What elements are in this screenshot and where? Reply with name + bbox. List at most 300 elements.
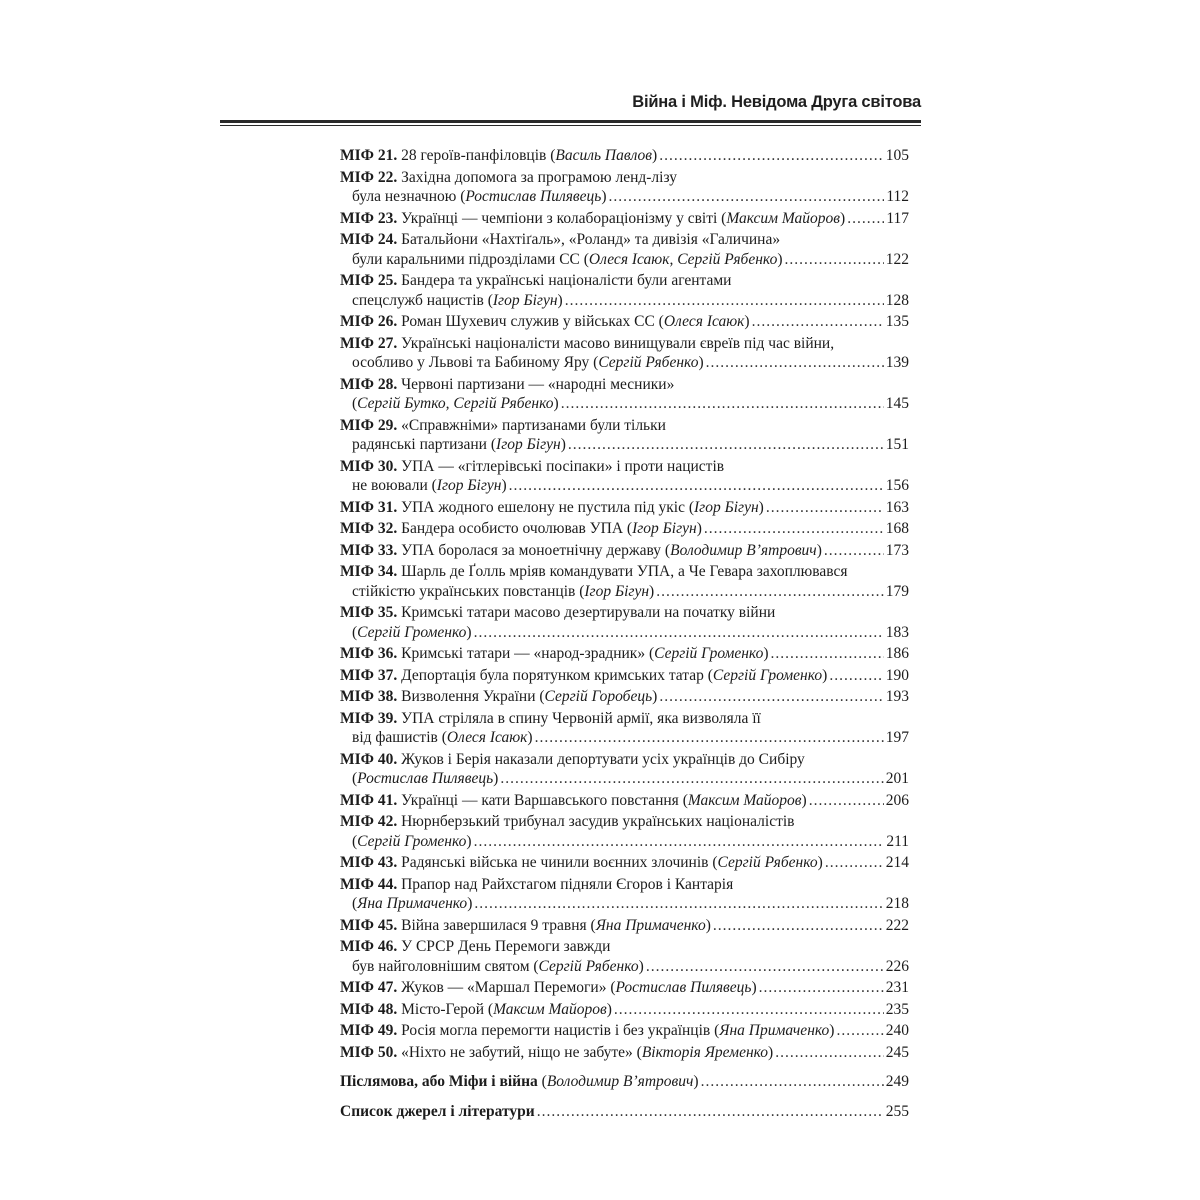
toc-author: Ігор Бігун [584, 582, 650, 600]
toc-page-number: 222 [885, 916, 909, 934]
toc-text [340, 666, 827, 686]
toc-title: 28 героїв-панфіловців ( [401, 147, 556, 164]
toc-entry [340, 1021, 909, 1041]
toc-page-number: 151 [885, 436, 909, 453]
toc-title: був найголовнішим святом ( [352, 957, 539, 975]
toc-title: УПА стріляла в спину Червоній армії, яка визволяла її [401, 709, 761, 727]
toc-entry [340, 1043, 909, 1063]
toc-title: Українці — кати Варшавського повстання ( [401, 791, 688, 809]
toc-line [340, 271, 909, 291]
toc-close-paren: ) [601, 188, 607, 205]
toc-line [340, 476, 909, 496]
toc-close-paren: ) [751, 979, 757, 996]
toc-line [340, 1102, 909, 1122]
toc-label: МІФ 34. [340, 563, 398, 580]
toc-entry [340, 541, 909, 561]
toc-entry [340, 519, 909, 539]
toc-text [340, 1021, 834, 1041]
toc-close-paren: ) [527, 729, 533, 746]
toc-line [340, 1021, 909, 1041]
toc-close-paren: ) [768, 1043, 774, 1061]
toc-page-number: 249 [885, 1073, 909, 1090]
toc-line [340, 769, 909, 789]
toc-text [352, 187, 607, 207]
toc-close-paren: ) [652, 688, 658, 705]
toc-text [352, 957, 644, 977]
toc-line [340, 937, 909, 957]
toc-line [340, 666, 909, 686]
toc-label: МІФ 29. [340, 416, 398, 434]
toc-author: Володимир В’ятрович [546, 1073, 694, 1090]
dot-leader [565, 291, 884, 311]
toc-label: МІФ 44. [340, 875, 398, 893]
toc-line [340, 168, 909, 188]
toc-entry [340, 666, 909, 686]
toc-entry [340, 603, 909, 642]
toc-label: МІФ 42. [340, 813, 398, 830]
toc-entry [340, 853, 909, 873]
toc-title: ( [352, 623, 358, 641]
toc-label: МІФ 25. [340, 272, 398, 289]
dot-leader [775, 1043, 884, 1063]
toc-page-number: 226 [885, 957, 909, 975]
toc-entry [340, 644, 909, 664]
toc-text [340, 687, 657, 707]
toc-label: МІФ 49. [340, 1022, 398, 1039]
toc-label: МІФ 35. [340, 604, 398, 621]
toc-text [340, 750, 805, 770]
toc-page-number: 206 [885, 791, 909, 809]
toc-title: Батальйони «Нахтіґаль», «Роланд» та дивізія «Галичина» [401, 231, 781, 248]
toc-author: Ростислав Пилявець [465, 188, 602, 205]
toc-author: Яна Примаченко [357, 895, 468, 912]
dot-leader [836, 1021, 883, 1041]
toc-page-number: 163 [885, 498, 909, 516]
toc-text [340, 1102, 535, 1122]
toc-line [340, 644, 909, 664]
toc-line [340, 1043, 909, 1063]
toc-text [340, 209, 845, 229]
dot-leader [766, 498, 884, 518]
toc-title: Росія могла перемогти нацистів і без українців ( [401, 1022, 720, 1039]
toc-author: Василь Павлов [555, 147, 653, 164]
toc-text [352, 250, 783, 270]
toc-title: ( [352, 770, 358, 787]
toc-close-paren: ) [840, 209, 846, 227]
header-rule-thin [220, 125, 921, 126]
toc-entry [340, 1102, 909, 1122]
dot-leader [771, 644, 884, 664]
toc-line [340, 853, 909, 873]
toc-entry [340, 146, 909, 166]
toc-line [340, 1000, 909, 1020]
toc-title: Українські націоналісти масово винищували євреїв під час війни, [401, 334, 835, 352]
toc-title: від фашистів ( [352, 729, 447, 746]
toc-close-paren: ) [493, 770, 499, 787]
toc-entry [340, 978, 909, 998]
toc-close-paren: ) [638, 957, 644, 975]
toc-entry [340, 875, 909, 914]
toc-entry [340, 375, 909, 414]
toc-text [340, 1072, 699, 1092]
header-rule-thick [220, 120, 921, 123]
toc-line [340, 334, 909, 354]
toc-label: МІФ 31. [340, 498, 398, 516]
toc-title: Визволення України ( [401, 688, 545, 705]
toc-title: була незначною ( [352, 188, 466, 205]
toc-text [340, 603, 775, 623]
toc-author: Сергій Громенко [712, 666, 823, 684]
toc-text [340, 334, 834, 354]
toc-label: МІФ 36. [340, 645, 398, 662]
toc-title: Жуков і Берія наказали депортувати усіх українців до Сибіру [401, 750, 805, 768]
toc-line [340, 582, 909, 602]
toc-text [340, 271, 731, 291]
toc-label: МІФ 24. [340, 231, 398, 248]
toc-close-paren: ) [816, 541, 822, 559]
toc-title: Кримські татари масово дезертирували на початку війни [401, 604, 776, 621]
toc-label: МІФ 43. [340, 854, 398, 871]
toc-page-number: 145 [885, 395, 909, 412]
toc-text [340, 875, 733, 895]
toc-close-paren: ) [501, 477, 507, 494]
toc-page-number: 218 [885, 895, 909, 912]
toc-line [340, 353, 909, 373]
toc-close-paren: ) [560, 436, 566, 453]
toc-page-number: 255 [885, 1102, 909, 1120]
toc-entry [340, 334, 909, 373]
toc-label: МІФ 46. [340, 938, 398, 955]
toc-label: МІФ 27. [340, 334, 398, 352]
toc-line [340, 875, 909, 895]
toc-title: ( [352, 832, 358, 850]
toc-close-paren: ) [606, 1000, 612, 1018]
toc-close-paren: ) [466, 832, 472, 850]
toc-close-paren: ) [763, 645, 769, 662]
toc-line [340, 750, 909, 770]
toc-entry [340, 230, 909, 269]
toc-text [340, 1000, 612, 1020]
toc-page-number: 179 [885, 582, 909, 600]
toc-page-number: 139 [885, 354, 909, 371]
toc-title: ( [537, 1073, 547, 1090]
toc-text [352, 623, 472, 643]
dot-leader [656, 582, 884, 602]
toc-entry [340, 687, 909, 707]
toc-page-number: 240 [885, 1022, 909, 1039]
toc-line [340, 519, 909, 539]
dot-leader [809, 791, 884, 811]
toc-title: Українці — чемпіони з колабораціонізму у світі ( [401, 209, 727, 227]
dot-leader [474, 623, 884, 643]
dot-leader [535, 728, 884, 748]
toc-author: Ігор Бігун [632, 520, 697, 537]
toc-author: Сергій Рябенко [538, 957, 639, 975]
toc-title: Війна завершилася 9 травня ( [401, 916, 596, 934]
toc-line [340, 291, 909, 311]
toc-close-paren: ) [822, 666, 828, 684]
toc-label: Післямова, або Міфи і війна [340, 1073, 538, 1090]
toc-line [340, 709, 909, 729]
toc-title: спецслужб нацистів ( [352, 291, 493, 309]
toc-label: МІФ 28. [340, 375, 398, 393]
toc-line [340, 435, 909, 455]
toc-page-number: 197 [885, 729, 909, 746]
toc-title: «Ніхто не забутий, ніщо не забуте» ( [401, 1043, 642, 1061]
toc-entry [340, 812, 909, 851]
toc-line [340, 978, 909, 998]
toc-author: Сергій Громенко [654, 645, 764, 662]
dot-leader [785, 250, 884, 270]
toc-text [340, 937, 610, 957]
toc-title: Нюрнберзький трибунал засудив українських націоналістів [401, 813, 795, 830]
toc-entry [340, 416, 909, 455]
toc-page-number: 173 [885, 541, 909, 559]
toc-title: Жуков — «Маршал Перемоги» ( [401, 979, 616, 996]
toc-title: Прапор над Райхстагом підняли Єгоров і Кантарія [401, 875, 734, 893]
toc-entry [340, 1072, 909, 1092]
toc-title: радянські партизани ( [352, 436, 497, 453]
toc-page-number: 186 [885, 645, 909, 662]
dot-leader [759, 978, 884, 998]
toc-line [340, 230, 909, 250]
toc-label: МІФ 39. [340, 709, 398, 727]
toc-author: Володимир В’ятрович [670, 541, 817, 559]
toc-page-number: 201 [885, 770, 909, 787]
toc-line [340, 728, 909, 748]
toc-label: МІФ 48. [340, 1000, 398, 1018]
toc-line [340, 416, 909, 436]
toc-title: стійкістю українських повстанців ( [352, 582, 585, 600]
toc-text [340, 791, 807, 811]
toc-close-paren: ) [758, 498, 764, 516]
toc-label: МІФ 26. [340, 313, 398, 330]
toc-author: Максим Майоров [493, 1000, 607, 1018]
toc-title: не воювали ( [352, 477, 437, 494]
toc-author: Максим Майоров [687, 791, 802, 809]
dot-leader [474, 894, 883, 914]
toc-page-number: 245 [885, 1043, 909, 1061]
dot-leader [713, 916, 884, 936]
dot-leader [609, 187, 885, 207]
toc-entry [340, 562, 909, 601]
toc-text [340, 562, 847, 582]
toc-text [340, 416, 666, 436]
toc-label: МІФ 37. [340, 666, 398, 684]
toc-author: Яна Примаченко [719, 1022, 830, 1039]
toc-author: Ігор Бігун [496, 436, 561, 453]
toc-close-paren: ) [705, 916, 711, 934]
toc-text [340, 853, 823, 873]
toc-author: Яна Примаченко [595, 916, 706, 934]
toc-title: Місто-Герой ( [401, 1000, 494, 1018]
toc-text [340, 146, 657, 166]
toc-title: «Справжніми» партизанами були тільки [401, 416, 666, 434]
toc-close-paren: ) [696, 520, 702, 537]
toc-text [352, 435, 566, 455]
toc-text [352, 353, 704, 373]
toc-line [340, 541, 909, 561]
toc-text [352, 769, 498, 789]
toc-label: МІФ 50. [340, 1043, 398, 1061]
toc-entry [340, 271, 909, 310]
toc-close-paren: ) [693, 1073, 699, 1090]
toc-text [340, 312, 750, 332]
toc-author: Ігор Бігун [436, 477, 502, 494]
toc-line [340, 623, 909, 643]
toc-author: Олеся Ісаюк, Сергій Рябенко [588, 250, 778, 268]
toc-entry [340, 457, 909, 496]
toc-close-paren: ) [817, 854, 823, 871]
dot-leader [500, 769, 883, 789]
toc-author: Ростислав Пилявець [357, 770, 494, 787]
toc-page-number: 231 [885, 979, 909, 996]
toc-close-paren: ) [652, 147, 658, 164]
toc-text [340, 519, 702, 539]
toc-title: Роман Шухевич служив у військах СС ( [401, 313, 664, 330]
dot-leader [568, 435, 884, 455]
dot-leader [704, 519, 884, 539]
toc-title: Бандера особисто очолював УПА ( [401, 520, 633, 537]
toc-close-paren: ) [801, 791, 807, 809]
toc-text [340, 644, 769, 664]
toc-page-number: 105 [885, 147, 909, 164]
toc-entry [340, 750, 909, 789]
toc-entry [340, 209, 909, 229]
toc-title: Кримські татари — «народ-зрадник» ( [401, 645, 655, 662]
toc-line [340, 457, 909, 477]
toc-page-number: 117 [886, 209, 909, 227]
dot-leader [561, 394, 884, 414]
running-head-title: Війна і Міф. Невідома Друга світова [632, 93, 921, 111]
toc-entry [340, 709, 909, 748]
dot-leader [752, 312, 884, 332]
toc-author: Олеся Ісаюк [663, 313, 745, 330]
toc-author: Ігор Бігун [492, 291, 558, 309]
dot-leader [537, 1102, 884, 1122]
toc-title: Червоні партизани — «народні месники» [401, 375, 675, 393]
dot-leader [701, 1072, 884, 1092]
dot-leader [509, 476, 884, 496]
toc-title: Західна допомога за програмою ленд-лізу [401, 168, 678, 186]
toc-title: ( [352, 395, 358, 412]
toc-close-paren: ) [649, 582, 655, 600]
toc-page-number: 156 [885, 477, 909, 494]
toc-entry [340, 1000, 909, 1020]
toc-line [340, 562, 909, 582]
toc-author: Сергій Горобець [544, 688, 653, 705]
toc-text [340, 978, 757, 998]
toc-author: Ростислав Пилявець [615, 979, 752, 996]
toc-line [340, 250, 909, 270]
toc-close-paren: ) [744, 313, 750, 330]
toc-label: МІФ 22. [340, 168, 398, 186]
toc-line [340, 498, 909, 518]
toc-title: У СРСР День Перемоги завжди [401, 938, 611, 955]
dot-leader [847, 209, 884, 229]
toc-page-number: 190 [885, 666, 909, 684]
toc-title: Депортація була порятунком кримських татар ( [401, 666, 713, 684]
toc-author: Максим Майоров [726, 209, 841, 227]
toc-entry [340, 916, 909, 936]
toc-page-number: 211 [886, 832, 909, 850]
toc-title: Радянські війська не чинили воєнних злочинів ( [401, 854, 718, 871]
toc-label: МІФ 21. [340, 147, 398, 164]
toc-line [340, 832, 909, 852]
toc-page-number: 128 [885, 291, 909, 309]
toc-title: Бандера та українські націоналісти були агентами [401, 272, 732, 289]
dot-leader [659, 687, 883, 707]
toc-page-number: 135 [885, 313, 909, 330]
toc-text [340, 375, 674, 395]
toc-line [340, 687, 909, 707]
toc-text [340, 168, 677, 188]
toc-author: Ігор Бігун [694, 498, 759, 516]
toc-line [340, 1072, 909, 1092]
dot-leader [659, 146, 884, 166]
toc-entry [340, 498, 909, 518]
toc-line [340, 209, 909, 229]
toc-line [340, 394, 909, 414]
dot-leader [646, 957, 884, 977]
toc-author: Сергій Громенко [357, 832, 467, 850]
toc-text [352, 394, 559, 414]
toc-label: Список джерел і літератури [340, 1102, 535, 1120]
toc-page-number: 235 [885, 1000, 909, 1018]
toc-entry [340, 937, 909, 976]
toc-title: ( [352, 895, 358, 912]
toc-line [340, 957, 909, 977]
toc-entry [340, 168, 909, 207]
toc-author: Вікторія Яременко [641, 1043, 769, 1061]
toc-title: УПА боролася за моноетнічну державу ( [401, 541, 671, 559]
toc-label: МІФ 30. [340, 457, 398, 475]
toc-label: МІФ 45. [340, 916, 398, 934]
toc-close-paren: ) [553, 395, 559, 412]
dot-leader [825, 853, 884, 873]
toc-text [340, 1043, 773, 1063]
toc-text [340, 457, 724, 477]
toc-text [340, 498, 764, 518]
toc-author: Сергій Рябенко [598, 354, 699, 371]
toc-page-number: 193 [885, 688, 909, 705]
toc-text [340, 916, 711, 936]
toc-close-paren: ) [467, 895, 473, 912]
toc-close-paren: ) [777, 250, 783, 268]
toc-line [340, 603, 909, 623]
toc-close-paren: ) [829, 1022, 835, 1039]
toc-text [340, 541, 822, 561]
toc-page-number: 122 [885, 250, 909, 268]
toc-title: Шарль де Ґолль мріяв командувати УПА, а Че Гевара захоплювався [401, 563, 848, 580]
toc-page-number: 112 [886, 188, 909, 205]
toc-page-number: 183 [885, 623, 909, 641]
toc-line [340, 187, 909, 207]
toc-text [352, 894, 472, 914]
toc-text [352, 728, 533, 748]
toc-title: УПА жодного ешелону не пустила під укіс ( [401, 498, 694, 516]
toc-author: Сергій Бутко, Сергій Рябенко [357, 395, 554, 412]
toc-text [352, 476, 507, 496]
dot-leader [706, 353, 884, 373]
toc-text [340, 230, 780, 250]
table-of-contents [340, 146, 909, 1129]
toc-line [340, 375, 909, 395]
dot-leader [614, 1000, 884, 1020]
toc-label: МІФ 47. [340, 979, 398, 996]
toc-line [340, 894, 909, 914]
toc-close-paren: ) [698, 354, 704, 371]
